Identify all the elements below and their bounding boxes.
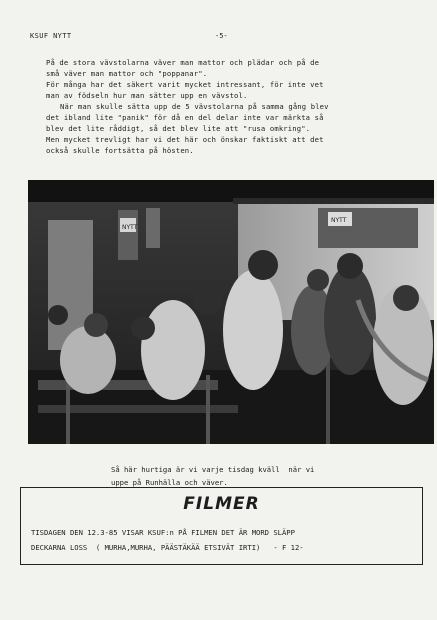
article-line: blev det lite råddigt, så det blev lite att "rusa omkring". [46,124,311,133]
person-head [248,250,278,280]
person-head [337,253,363,279]
person [223,270,283,390]
film-box-line [31,543,304,552]
article-line: det ibland lite "panik" för då en del delar inte var märkta så [46,113,324,122]
film-box-title: FILMER [183,494,260,514]
film-box-line: TISDAGEN DEN 12.3-85 VISAR KSUF:n PÅ FILMEN DET ÄR MORD SLÄPP [31,528,295,537]
article-line: små väver man mattor och "poppanar". [46,69,208,78]
caption-line: Så här hurtiga är vi varje tisdag kväll när vi [111,465,315,474]
article-line: man av födseln hur man sätter upp en vävstol. [46,91,248,100]
person-head [48,305,68,325]
caption-line: uppe på Runhälla och väver. [111,478,228,487]
person-head [131,316,155,340]
wall-sign-text: NYTT [122,224,138,231]
film-price: - F 12- [273,543,304,552]
photo-caption [111,463,391,489]
film-box-line-text: DECKARNA LOSS ( MURHA,MURHA, PÄÄSTÄKÄÄ ETSIVÄT IRTI) [31,543,261,552]
article-line: När man skulle sätta upp de 5 vävstolarna på samma gång blev [60,102,329,111]
article-line: också skulle fortsätta på hösten. [46,146,194,155]
person [60,326,116,394]
person-head [84,313,108,337]
article-line: På de stora vävstolarna väver man mattor och plädar och på de [46,58,320,67]
article-line: Men mycket trevligt har vi det här och önskar faktiskt att det [46,135,324,144]
person-head [193,285,223,315]
wall-sign-text: NYTT [331,217,347,224]
person-head [393,285,419,311]
photo-illustration [28,180,434,444]
article-text [46,57,396,156]
wall-board [146,208,160,248]
page-number: -5- [215,32,228,40]
wall-board [118,210,138,260]
person-head [307,269,329,291]
person [141,300,205,400]
film-announcement-box [20,487,423,565]
window-frame [233,198,434,204]
weaving-photo [28,180,434,444]
article-line: För många har det säkert varit mycket intressant, för inte vet [46,80,324,89]
newsletter-title: KSUF NYTT [30,32,72,40]
